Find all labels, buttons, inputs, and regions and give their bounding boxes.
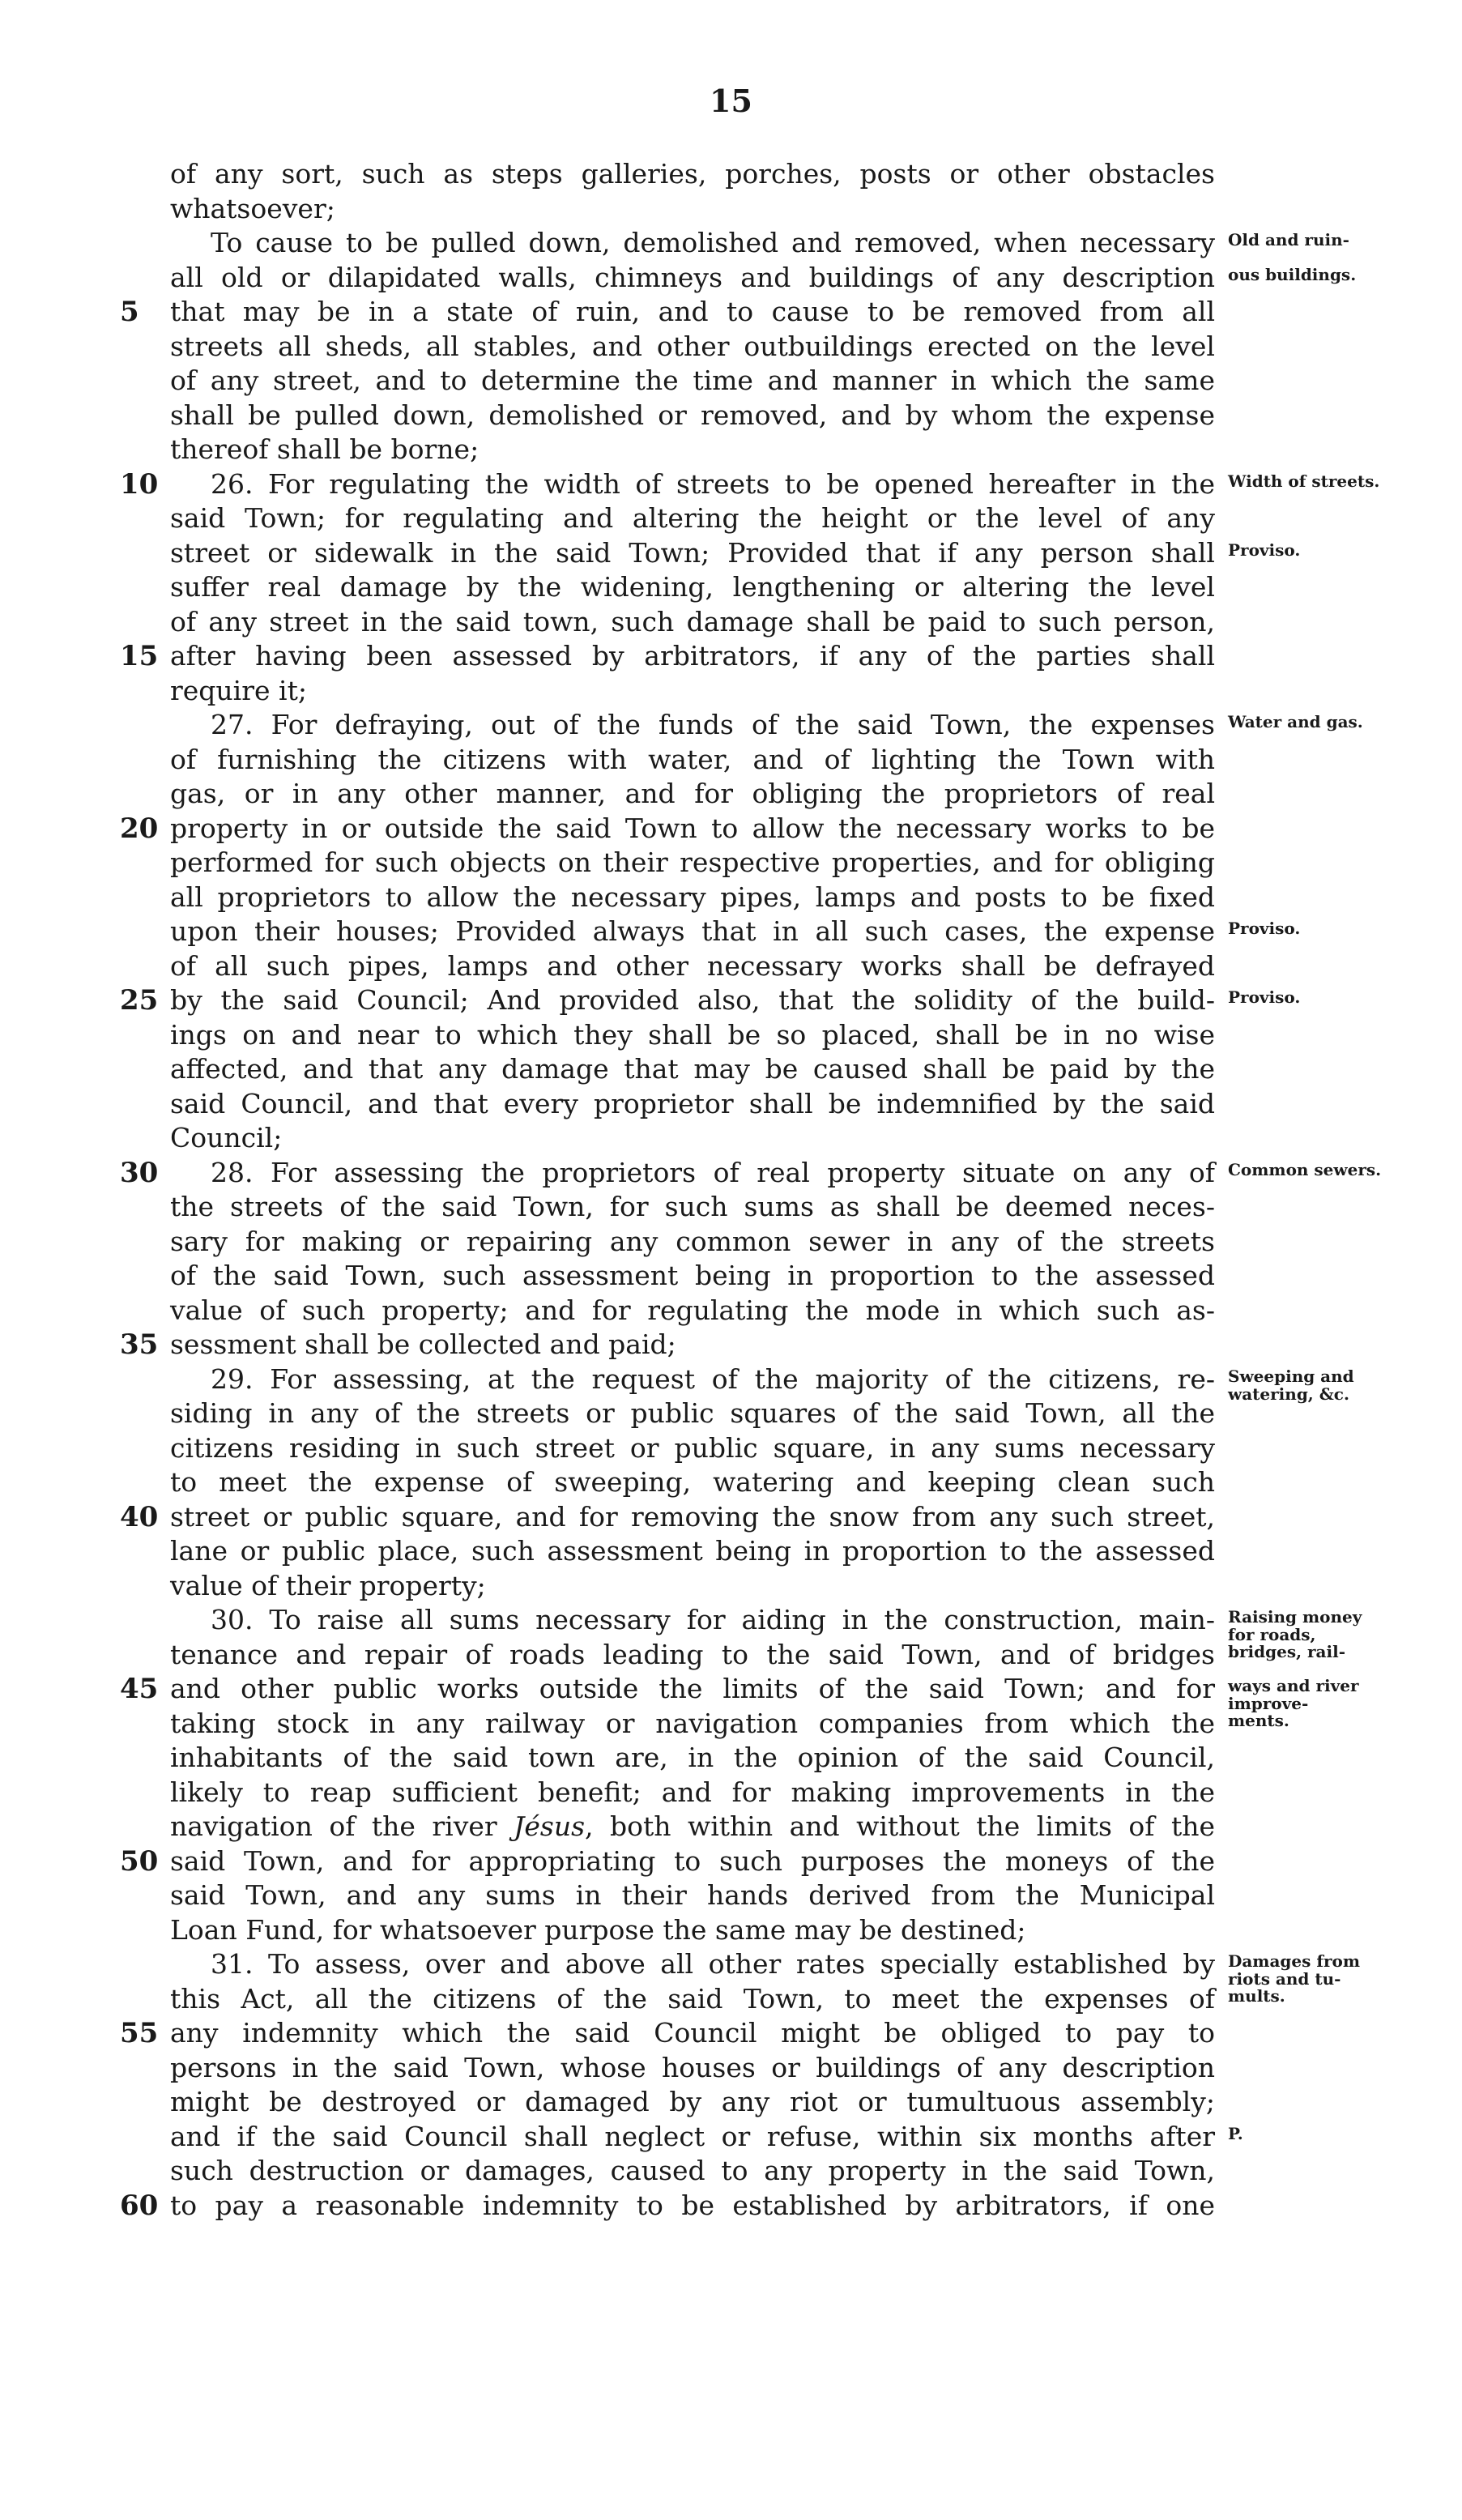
margin-note: Proviso. [1228, 987, 1301, 1007]
line-text: Loan Fund, for whatsoever purpose the same may be destined; [170, 1913, 1026, 1946]
text-line [170, 743, 1215, 778]
line-text: to meet the expense of sweeping, watering and keeping clean such [170, 1466, 1215, 1498]
margin-note: bridges, rail- [1228, 1641, 1345, 1661]
text-line [170, 364, 1215, 399]
text-line [170, 2051, 1215, 2086]
line-text: after having been assessed by arbitrators, if any of the parties shall [170, 640, 1215, 672]
line-text: upon their houses; Provided always that in all such cases, the expense [170, 915, 1215, 947]
line-text: likely to reap sufficient benefit; and for making improvements in the [170, 1776, 1215, 1808]
line-text: said Town, and for appropriating to such purposes the moneys of the [170, 1844, 1215, 1877]
line-number: 5 [120, 296, 139, 328]
line-text: street or sidewalk in the said Town; Provided that if any person shall [170, 536, 1215, 569]
document-body [120, 157, 1382, 2223]
text-line [170, 1638, 1345, 1673]
text-line [120, 812, 1215, 846]
text-line [170, 1878, 1215, 1913]
margin-note: Water and gas. [1228, 712, 1363, 731]
line-text: navigation of the river Jésus, both within and without the limits of the [170, 1810, 1215, 1842]
text-line [170, 1776, 1215, 1810]
text-line [170, 192, 1215, 227]
line-number: 30 [120, 1156, 159, 1189]
text-line [170, 2120, 1243, 2155]
line-text: inhabitants of the said town are, in the opinion of the said Council, [170, 1742, 1215, 1773]
text-line [170, 1294, 1215, 1328]
line-text: street or public square, and for removing the snow from any such street, [170, 1500, 1215, 1533]
text-line [170, 226, 1349, 261]
text-line [170, 1362, 1354, 1404]
margin-note: Sweeping and watering, &c. [1228, 1366, 1354, 1404]
line-text: Council; [170, 1122, 283, 1153]
line-text: of any street, and to determine the time and manner in which the same [170, 365, 1215, 396]
text-line [170, 1465, 1215, 1500]
margin-note: ways and river improve- [1228, 1676, 1359, 1713]
text-line [170, 570, 1215, 605]
line-text: of furnishing the citizens with water, and of lighting the Town with [170, 743, 1215, 775]
margin-note: Proviso. [1228, 919, 1301, 938]
text-line [170, 1396, 1215, 1431]
text-line [170, 2085, 1215, 2120]
line-number: 10 [120, 467, 159, 501]
line-text: persons in the said Town, whose houses or buildings of any description [170, 2051, 1215, 2083]
text-line [170, 1534, 1215, 1569]
line-text: by the said Council; And provided also, that the solidity of the build- [170, 984, 1215, 1016]
text-line [170, 399, 1215, 433]
text-line [170, 605, 1215, 640]
line-text: sessment shall be collected and paid; [170, 1328, 676, 1360]
line-number: 60 [120, 2189, 159, 2222]
text-line [170, 1810, 1215, 1844]
line-text: this Act, all the citizens of the said Town, to meet the expenses of [170, 1982, 1215, 2015]
page-number: 15 [710, 83, 752, 119]
line-text: to pay a reasonable indemnity to be established by arbitrators, if one [170, 2189, 1215, 2221]
margin-note: ments. [1228, 1710, 1289, 1730]
text-line [170, 501, 1215, 536]
text-line [170, 1087, 1215, 1122]
line-text: require it; [170, 674, 307, 706]
line-text: said Council, and that every proprietor shall be indemnified by the said [170, 1087, 1215, 1119]
line-number: 50 [120, 1844, 159, 1878]
line-text: and if the said Council shall neglect or refuse, within six months after [170, 2120, 1215, 2152]
margin-note: ous buildings. [1228, 264, 1357, 284]
text-line [170, 1431, 1215, 1466]
margin-note: Damages from riots and tu- [1228, 1951, 1360, 1989]
text-line [170, 915, 1301, 949]
text-line [170, 708, 1363, 743]
text-line [170, 1741, 1215, 1776]
line-text: 29. For assessing, at the request of the majority of the citizens, re- [211, 1362, 1215, 1395]
line-text: affected, and that any damage that may be caused shall be paid by the [170, 1053, 1215, 1085]
text-line [120, 1844, 1215, 1879]
line-text: 30. To raise all sums necessary for aiding in the construction, main- [211, 1604, 1215, 1635]
text-line [170, 1121, 1215, 1156]
line-text: said Town, and any sums in their hands derived from the Municipal [170, 1879, 1215, 1911]
margin-note: Proviso. [1228, 539, 1301, 560]
text-line [120, 983, 1301, 1018]
text-line [170, 433, 1215, 467]
line-text: property in or outside the said Town to allow the necessary works to be [170, 812, 1215, 844]
text-line [120, 1156, 1382, 1191]
line-text: tenance and repair of roads leading to the said Town, and of bridges [170, 1638, 1215, 1670]
line-number: 40 [120, 1500, 159, 1533]
line-text: all old or dilapidated walls, chimneys and buildings of any description [170, 261, 1215, 293]
line-text: thereof shall be borne; [170, 433, 480, 465]
text-line [170, 1913, 1215, 1948]
text-line [170, 949, 1215, 984]
line-text: shall be pulled down, demolished or removed, and by whom the expense [170, 399, 1215, 431]
text-line [170, 1018, 1215, 1053]
line-text: and other public works outside the limits of the said Town; and for [170, 1673, 1215, 1704]
line-text: ings on and near to which they shall be so placed, shall be in no wise [170, 1018, 1215, 1051]
line-text: of the said Town, such assessment being in proportion to the assessed [170, 1260, 1215, 1291]
text-line [120, 295, 1215, 330]
line-text: that may be in a state of ruin, and to cause to be removed from all [170, 296, 1215, 327]
line-text: taking stock in any railway or navigation companies from which the [170, 1707, 1215, 1739]
text-line [170, 1569, 1215, 1604]
text-line [120, 2016, 1215, 2051]
text-line [170, 881, 1215, 915]
line-text: performed for such objects on their respective properties, and for obliging [170, 846, 1215, 878]
line-text: of any street in the said town, such damage shall be paid to such person, [170, 605, 1215, 637]
text-line [170, 1259, 1215, 1294]
text-line [170, 261, 1357, 296]
text-line [120, 1500, 1215, 1535]
text-line [170, 1603, 1362, 1644]
margin-note: Common sewers. [1228, 1159, 1382, 1179]
line-text: 31. To assess, over and above all other rates specially established by [211, 1948, 1215, 1980]
text-line [170, 777, 1215, 812]
line-text: the streets of the said Town, for such sums as shall be deemed neces- [170, 1191, 1215, 1222]
line-text: citizens residing in such street or public square, in any sums necessary [170, 1431, 1215, 1464]
line-text: 26. For regulating the width of streets to be opened hereafter in the [211, 467, 1215, 500]
text-line [120, 2189, 1215, 2224]
line-text: such destruction or damages, caused to any property in the said Town, [170, 2155, 1215, 2186]
line-text: all proprietors to allow the necessary pipes, lamps and posts to be fixed [170, 881, 1215, 913]
line-number: 55 [120, 2017, 159, 2049]
text-line [120, 467, 1380, 502]
line-number: 20 [120, 812, 159, 845]
margin-note: Raising money for roads, [1228, 1607, 1362, 1644]
line-number: 45 [120, 1673, 159, 1705]
line-text: of all such pipes, lamps and other necessary works shall be defrayed [170, 949, 1215, 982]
line-text: whatsoever; [170, 192, 335, 224]
margin-note: mults. [1228, 1985, 1285, 2006]
margin-note: Old and ruin- [1228, 230, 1349, 249]
line-number: 25 [120, 984, 159, 1017]
line-number: 15 [120, 640, 159, 672]
line-number: 35 [120, 1328, 159, 1361]
text-line [170, 1982, 1285, 2017]
text-line [170, 330, 1215, 365]
line-text: gas, or in any other manner, and for obliging the proprietors of real [170, 778, 1215, 809]
line-text: streets all sheds, all stables, and other outbuildings erected on the level [170, 330, 1215, 362]
line-text: siding in any of the streets or public squares of the said Town, all the [170, 1397, 1215, 1429]
text-line [170, 674, 1215, 709]
text-line [170, 1225, 1215, 1260]
text-line [120, 1328, 1215, 1362]
text-line [170, 1190, 1215, 1225]
text-line [170, 157, 1215, 192]
text-line [170, 2154, 1215, 2189]
line-text: said Town; for regulating and altering the height or the level of any [170, 502, 1215, 534]
margin-note: Width of streets. [1228, 471, 1380, 491]
text-line [120, 639, 1215, 674]
line-text: sary for making or repairing any common sewer in any of the streets [170, 1225, 1215, 1257]
line-text: of any sort, such as steps galleries, porches, posts or other obstacles [170, 158, 1215, 190]
margin-note: P. [1228, 2123, 1243, 2143]
text-line [170, 536, 1301, 571]
line-text: To cause to be pulled down, demolished and removed, when necessary [211, 227, 1215, 258]
line-text: 27. For defraying, out of the funds of the said Town, the expenses [211, 709, 1215, 740]
text-line [170, 1052, 1215, 1087]
text-line [170, 1707, 1289, 1742]
text-line [170, 1947, 1360, 1989]
line-text: any indemnity which the said Council might be obliged to pay to [170, 2017, 1215, 2049]
text-line [170, 846, 1215, 881]
line-text: lane or public place, such assessment being in proportion to the assessed [170, 1535, 1215, 1567]
text-line [120, 1672, 1359, 1713]
line-text: value of their property; [170, 1569, 486, 1601]
line-text: 28. For assessing the proprietors of real property situate on any of [211, 1156, 1215, 1188]
line-text: might be destroyed or damaged by any riot or tumultuous assembly; [170, 2086, 1215, 2117]
line-text: suffer real damage by the widening, lengthening or altering the level [170, 571, 1215, 603]
line-text: value of such property; and for regulating the mode in which such as- [170, 1294, 1215, 1326]
